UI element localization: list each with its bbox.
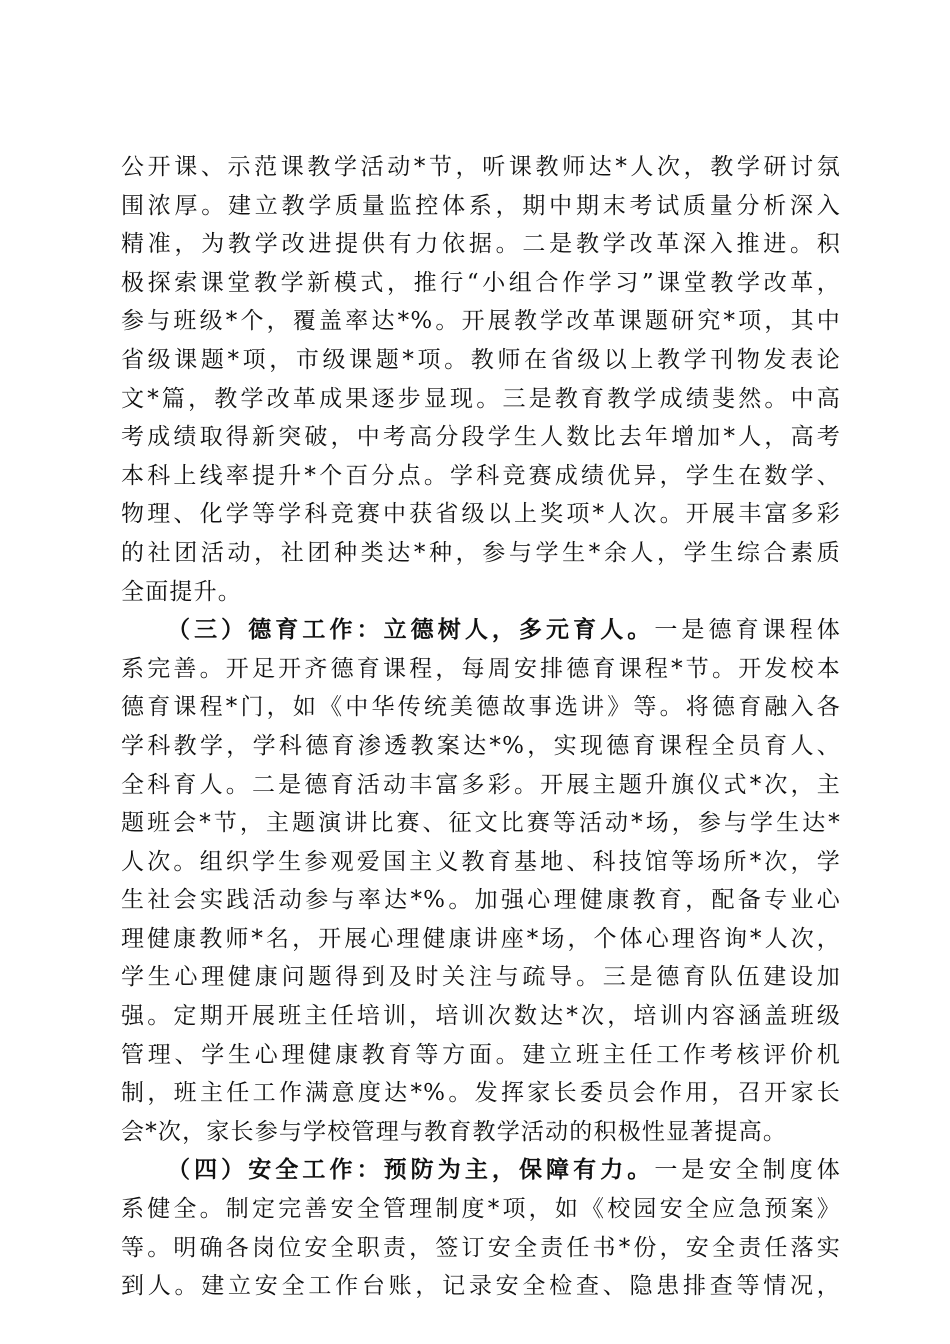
section-3-first-line (121, 611, 841, 650)
text-line: 强。定期开展班主任培训，培训次数达*次，培训内容涵盖班级 (121, 1003, 841, 1030)
text-line: 文*篇，教学改革成果逐步显现。三是教育教学成绩斐然。中高 (121, 385, 841, 412)
section-3-first-line-text: 一是德育课程体 (654, 617, 841, 644)
body-text (121, 148, 841, 1306)
text-line: 管理、学生心理健康教育等方面。建立班主任工作考核评价机 (121, 1041, 841, 1068)
text-line: 题班会*节，主题演讲比赛、征文比赛等活动*场，参与学生达* (121, 810, 841, 837)
text-line: 参与班级*个，覆盖率达*%。开展教学改革课题研究*项，其中 (121, 308, 841, 335)
text-line: 学生心理健康问题得到及时关注与疏导。三是德育队伍建设加 (121, 964, 841, 991)
section-4-first-line (121, 1151, 841, 1190)
text-line: 全面提升。 (121, 578, 242, 605)
text-line: 公开课、示范课教学活动*节，听课教师达*人次，教学研讨氛 (121, 154, 841, 180)
text-line: 生社会实践活动参与率达*%。加强心理健康教育，配备专业心 (121, 887, 841, 914)
text-line: 系健全。制定完善安全管理制度*项，如《校园安全应急预案》 (121, 1196, 841, 1223)
text-line: 等。明确各岗位安全职责，签订安全责任书*份，安全责任落实 (121, 1234, 841, 1261)
text-line: 系完善。开足开齐德育课程，每周安排德育课程*节。开发校本 (121, 655, 841, 682)
text-line: 极探索课堂教学新模式，推行“小组合作学习”课堂教学改革， (121, 269, 841, 296)
text-line: 学科教学，学科德育渗透教案达*%，实现德育课程全员育人、 (121, 732, 841, 759)
section-4-heading: （四）安全工作：预防为主，保障有力。 (167, 1156, 655, 1184)
section-4-first-line-text: 一是安全制度体 (654, 1157, 841, 1184)
text-line: 的社团活动，社团种类达*种，参与学生*余人，学生综合素质 (121, 539, 841, 566)
text-line: 本科上线率提升*个百分点。学科竞赛成绩优异，学生在数学、 (121, 462, 841, 489)
text-line: 全科育人。二是德育活动丰富多彩。开展主题升旗仪式*次，主 (121, 771, 841, 798)
text-line: 精准，为教学改进提供有力依据。二是教学改革深入推进。积 (121, 231, 841, 258)
text-line: 人次。组织学生参观爱国主义教育基地、科技馆等场所*次，学 (121, 848, 841, 875)
text-line: 制，班主任工作满意度达*%。发挥家长委员会作用，召开家长 (121, 1080, 841, 1107)
text-line: 到人。建立安全工作台账，记录安全检查、隐患排查等情况， (121, 1273, 841, 1300)
text-line: 围浓厚。建立教学质量监控体系，期中期末考试质量分析深入 (121, 192, 841, 219)
text-line: 会*次，家长参与学校管理与教育教学活动的积极性显著提高。 (121, 1118, 788, 1145)
text-line: 物理、化学等学科竞赛中获省级以上奖项*人次。开展丰富多彩 (121, 501, 841, 528)
text-line: 省级课题*项，市级课题*项。教师在省级以上教学刊物发表论 (121, 346, 841, 373)
section-3-heading: （三）德育工作：立德树人，多元育人。 (167, 616, 655, 644)
text-line: 考成绩取得新突破，中考高分段学生人数比去年增加*人，高考 (121, 424, 841, 451)
text-line: 理健康教师*名，开展心理健康讲座*场，个体心理咨询*人次， (121, 925, 841, 952)
text-line: 德育课程*门，如《中华传统美德故事选讲》等。将德育融入各 (121, 694, 841, 721)
